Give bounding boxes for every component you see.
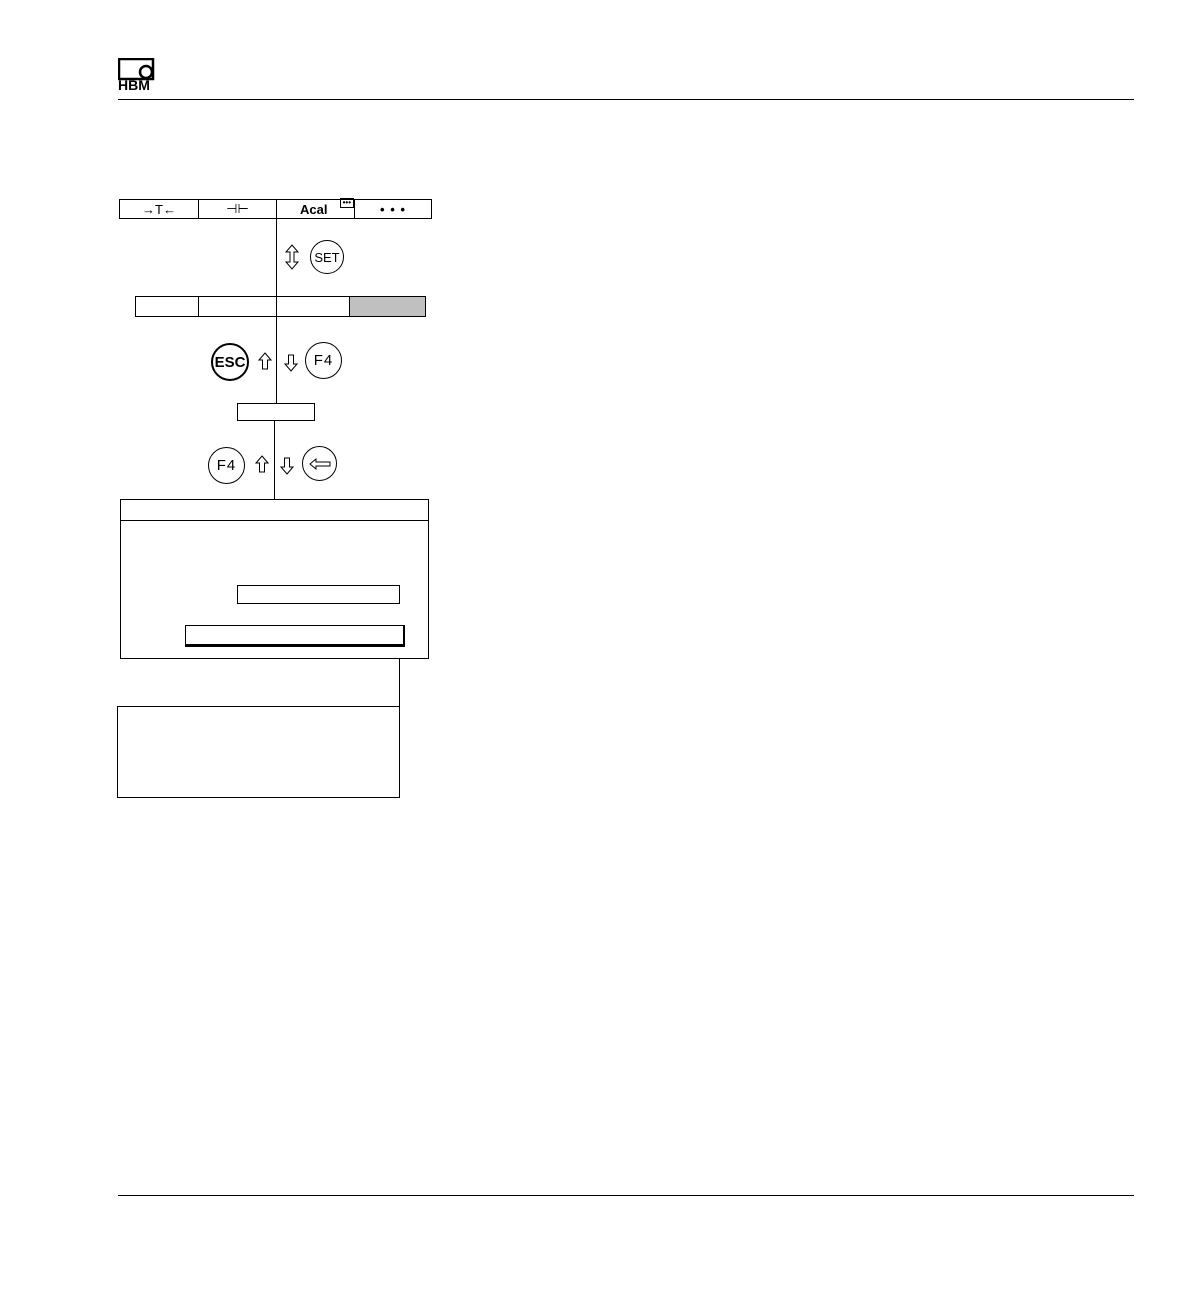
down-arrow-icon xyxy=(280,457,294,475)
header-rule xyxy=(118,99,1134,100)
enter-key[interactable] xyxy=(302,446,337,481)
logo-text: HBM xyxy=(118,77,150,93)
f4-upper-label: F4 xyxy=(313,352,334,369)
submenu-cell-2[interactable] xyxy=(199,297,277,316)
softkey-more[interactable] xyxy=(355,200,431,218)
footer-rule xyxy=(118,1195,1134,1196)
acal-badge: ••• xyxy=(340,198,354,208)
esc-key-label: ESC xyxy=(214,353,246,371)
softkey-zero[interactable] xyxy=(199,200,277,218)
selection-field[interactable] xyxy=(237,403,315,421)
tare-label: →T← xyxy=(142,201,176,217)
submenu-cell-3[interactable] xyxy=(277,297,350,316)
submenu-cell-4-highlighted[interactable] xyxy=(350,297,425,316)
down-arrow-icon xyxy=(284,354,298,372)
softkey-tare[interactable] xyxy=(120,200,199,218)
dialog-title-bar xyxy=(120,499,429,521)
up-arrow-icon xyxy=(258,352,272,370)
f4-key-lower[interactable] xyxy=(208,447,245,484)
softkey-acal[interactable] xyxy=(277,200,355,218)
updown-arrow-icon xyxy=(284,244,300,270)
connector-line-3 xyxy=(274,421,275,499)
submenu-cell-1[interactable] xyxy=(136,297,199,316)
more-label: • • • xyxy=(380,201,406,217)
connector-line-2 xyxy=(276,317,277,403)
set-key[interactable] xyxy=(310,240,344,274)
f4-lower-label: F4 xyxy=(216,457,237,474)
dialog-button[interactable] xyxy=(185,625,405,647)
submenu-bar xyxy=(135,296,426,317)
connector-line-1 xyxy=(276,219,277,296)
hbm-logo xyxy=(118,58,158,94)
softkey-bar xyxy=(119,199,432,219)
zero-label: ⊣⊢ xyxy=(226,201,249,216)
up-arrow-icon xyxy=(255,455,269,473)
callout-box xyxy=(117,706,400,798)
dialog-panel xyxy=(120,499,429,659)
f4-key-upper[interactable] xyxy=(305,342,342,379)
dialog-input-field[interactable] xyxy=(237,585,400,604)
set-key-label: SET xyxy=(314,249,340,265)
esc-key[interactable] xyxy=(211,343,249,381)
acal-label: Acal xyxy=(300,201,328,217)
enter-key-icon xyxy=(309,458,331,470)
